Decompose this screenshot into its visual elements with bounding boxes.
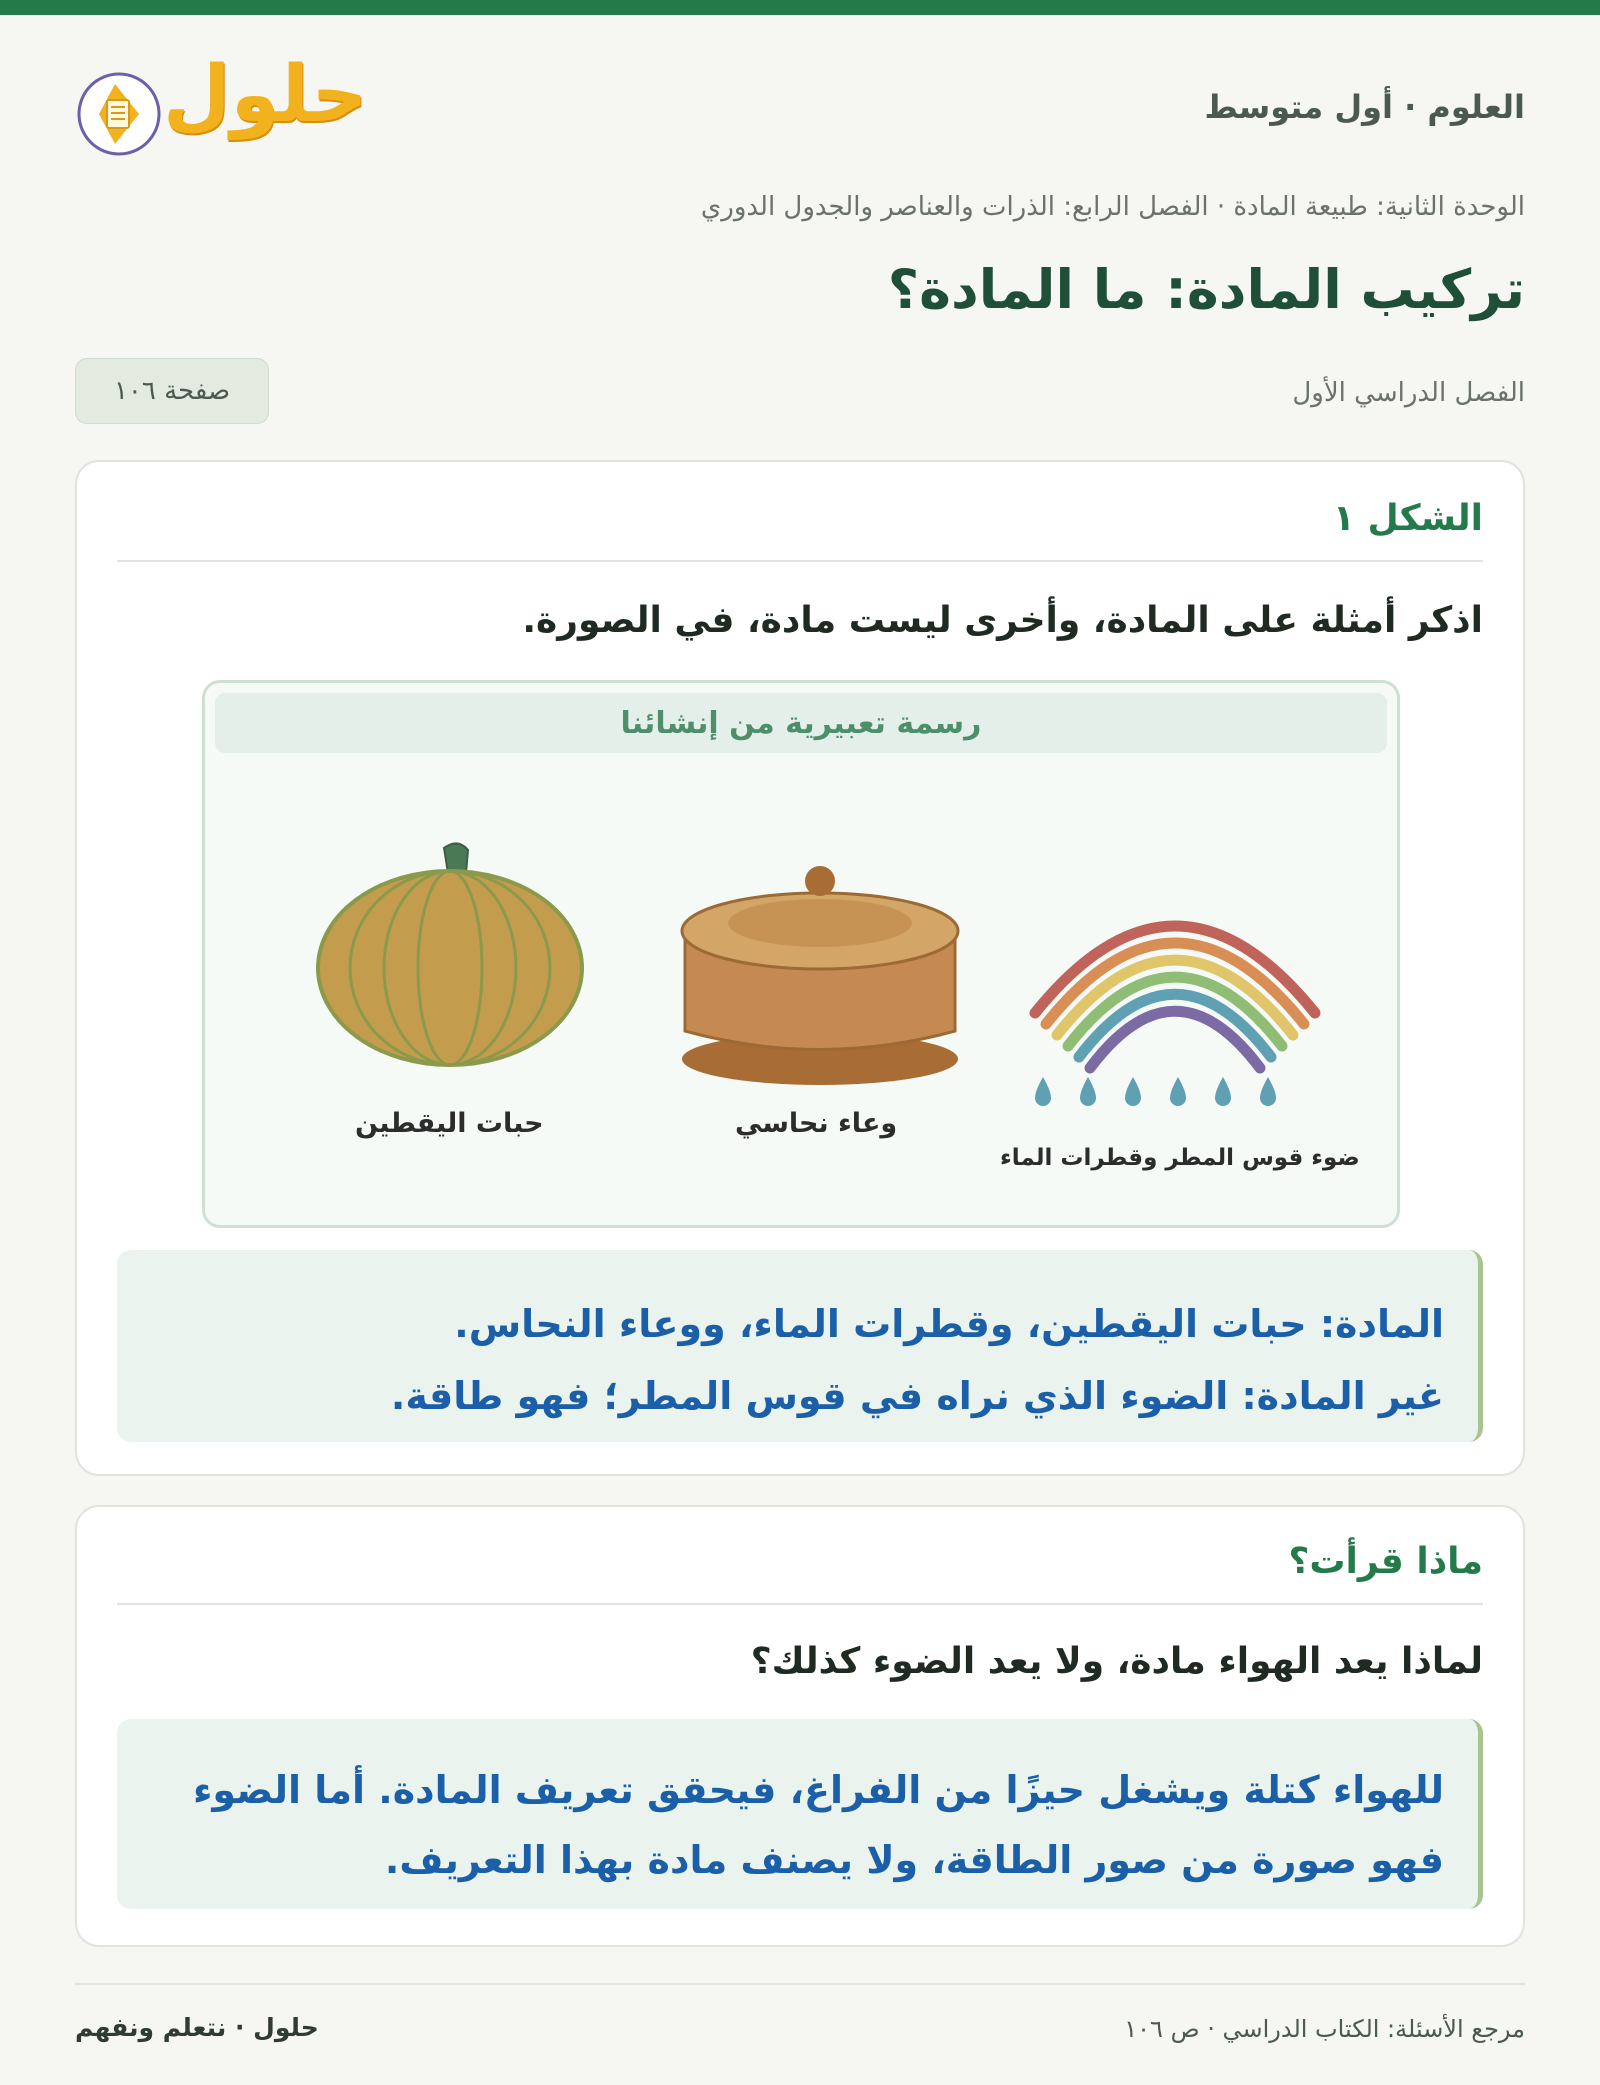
footer-brand: حلول · نتعلم ونفهم	[75, 2013, 319, 2042]
figure-caption: رسمة تعبيرية من إنشائنا	[215, 693, 1387, 753]
pumpkin-illustration	[310, 828, 590, 1078]
answer-box	[117, 1250, 1483, 1442]
question-text: لماذا يعد الهواء مادة، ولا يعد الضوء كذلك؟	[750, 1641, 1483, 1682]
water-drop-icon	[1215, 1077, 1231, 1106]
water-drop-icon	[1170, 1077, 1186, 1106]
answer-text: للهواء كتلة ويشغل حيزًا من الفراغ، فيحقق تعريف المادة. أما الضوء فهو صورة من صور الطاقة، ولا يصنف مادة بهذا التعريف.	[193, 1768, 1444, 1882]
page-number-badge: صفحة ١٠٦	[75, 358, 269, 424]
rainbow-illustration	[1005, 873, 1345, 1133]
footer-divider	[75, 1983, 1525, 1985]
term-label: الفصل الدراسي الأول	[1292, 378, 1525, 408]
copper-pot-illustration	[675, 863, 965, 1093]
rainbow-label: ضوء قوس المطر وقطرات الماء	[1000, 1145, 1360, 1171]
logo-emblem-icon	[75, 70, 163, 158]
water-drop-icon	[1035, 1077, 1051, 1106]
footer-reference: مرجع الأسئلة: الكتاب الدراسي · ص ١٠٦	[1124, 2015, 1525, 2043]
question-text: اذكر أمثلة على المادة، وأخرى ليست مادة، في الصورة.	[522, 600, 1483, 641]
answer-box	[117, 1719, 1483, 1909]
pumpkin-label: حبات اليقطين	[355, 1108, 544, 1139]
section-divider	[117, 1603, 1483, 1605]
breadcrumb: الوحدة الثانية: طبيعة المادة · الفصل الرابع: الذرات والعناصر والجدول الدوري	[700, 192, 1525, 222]
section-divider	[117, 560, 1483, 562]
hulul-logo[interactable]	[75, 50, 368, 158]
water-drop-icon	[1125, 1077, 1141, 1106]
answer-matter-line: المادة: حبات اليقطين، وقطرات الماء، ووعاء النحاس.	[454, 1302, 1444, 1346]
water-drop-icon	[1260, 1077, 1276, 1106]
logo-text: حلول	[163, 50, 368, 140]
illustration-figure	[202, 680, 1400, 1228]
water-drop-icon	[1080, 1077, 1096, 1106]
top-accent-bar	[0, 0, 1600, 15]
header	[75, 50, 1525, 168]
pot-label: وعاء نحاسي	[735, 1108, 898, 1139]
section-title: ماذا قرأت؟	[1288, 1541, 1483, 1582]
section-title: الشكل ١	[1332, 498, 1483, 539]
page-title: تركيب المادة: ما المادة؟	[887, 258, 1525, 321]
figure-card	[75, 460, 1525, 1476]
what-did-you-read-card	[75, 1505, 1525, 1947]
answer-non-matter-line: غير المادة: الضوء الذي نراه في قوس المطر؛ فهو طاقة.	[390, 1374, 1444, 1418]
subject-label: العلوم · أول متوسط	[1204, 88, 1525, 126]
